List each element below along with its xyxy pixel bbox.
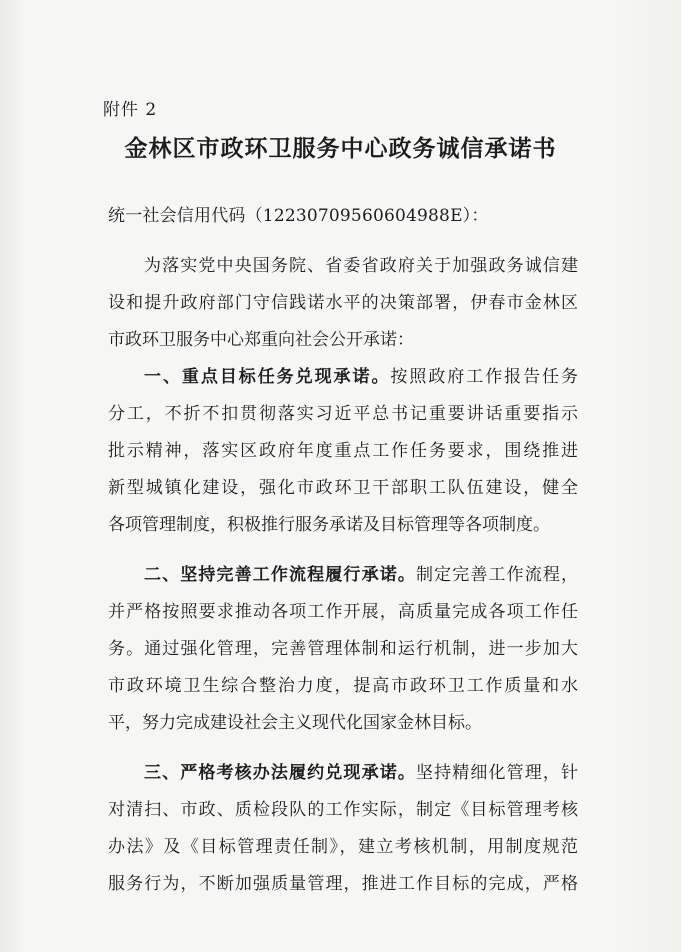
section-3-line: 服务行为，不断加强质量管理，推进工作目标的完成，严格 [108, 874, 578, 894]
section-1-text: 按照政府工作报告任务 [390, 367, 579, 387]
section-2-line: 务。通过强化管理，完善管理体制和运行机制，进一步加大 [108, 639, 578, 659]
document-body [108, 198, 578, 903]
section-2-line: 市政环境卫生综合整治力度，提高市政环卫工作质量和水 [108, 676, 578, 696]
section-3-text: 坚持精细化管理，针 [415, 763, 579, 783]
section-1-line: 批示精神，落实区政府年度重点工作任务要求，围绕推进 [108, 441, 578, 461]
section-2-heading: 二、坚持完善工作流程履行承诺。 [144, 565, 416, 585]
credit-code-line: 统一社会信用代码（12230709560604988E）： [108, 206, 489, 226]
section-1-line: 分工，不折不扣贯彻落实习近平总书记重要讲话重要指示 [108, 404, 578, 424]
section-3-line: 办法》及《目标管理责任制》，建立考核机制，用制度规范 [108, 837, 578, 857]
section-1-line: 新型城镇化建设，强化市政环卫干部职工队伍建设，健全 [108, 478, 578, 498]
intro-line: 市政环卫服务中心郑重向社会公开承诺： [108, 330, 414, 350]
section-1-first-line [108, 359, 578, 396]
section-2-first-line [108, 557, 578, 594]
section-1-line: 各项管理制度，积极推行服务承诺及目标管理等各项制度。 [108, 515, 550, 535]
section-2-line: 平，努力完成建设社会主义现代化国家金林目标。 [108, 713, 482, 733]
intro-line: 为落实党中央国务院、省委省政府关于加强政务诚信建 [144, 256, 578, 276]
document-title: 金林区市政环卫服务中心政务诚信承诺书 [124, 136, 557, 162]
section-3-heading: 三、严格考核办法履约兑现承诺。 [144, 763, 416, 783]
section-3-first-line [108, 755, 578, 792]
section-3-line: 对清扫、市政、质检段队的工作实际，制定《目标管理考核 [108, 800, 578, 820]
attachment-label: 附件 2 [103, 100, 158, 120]
intro-line: 设和提升政府部门守信践诺水平的决策部署，伊春市金林区 [108, 293, 578, 313]
section-2-text: 制定完善工作流程， [415, 565, 579, 585]
section-2-line: 并严格按照要求推动各项工作开展，高质量完成各项工作任 [108, 602, 578, 622]
section-1-heading: 一、重点目标任务兑现承诺。 [144, 367, 391, 387]
